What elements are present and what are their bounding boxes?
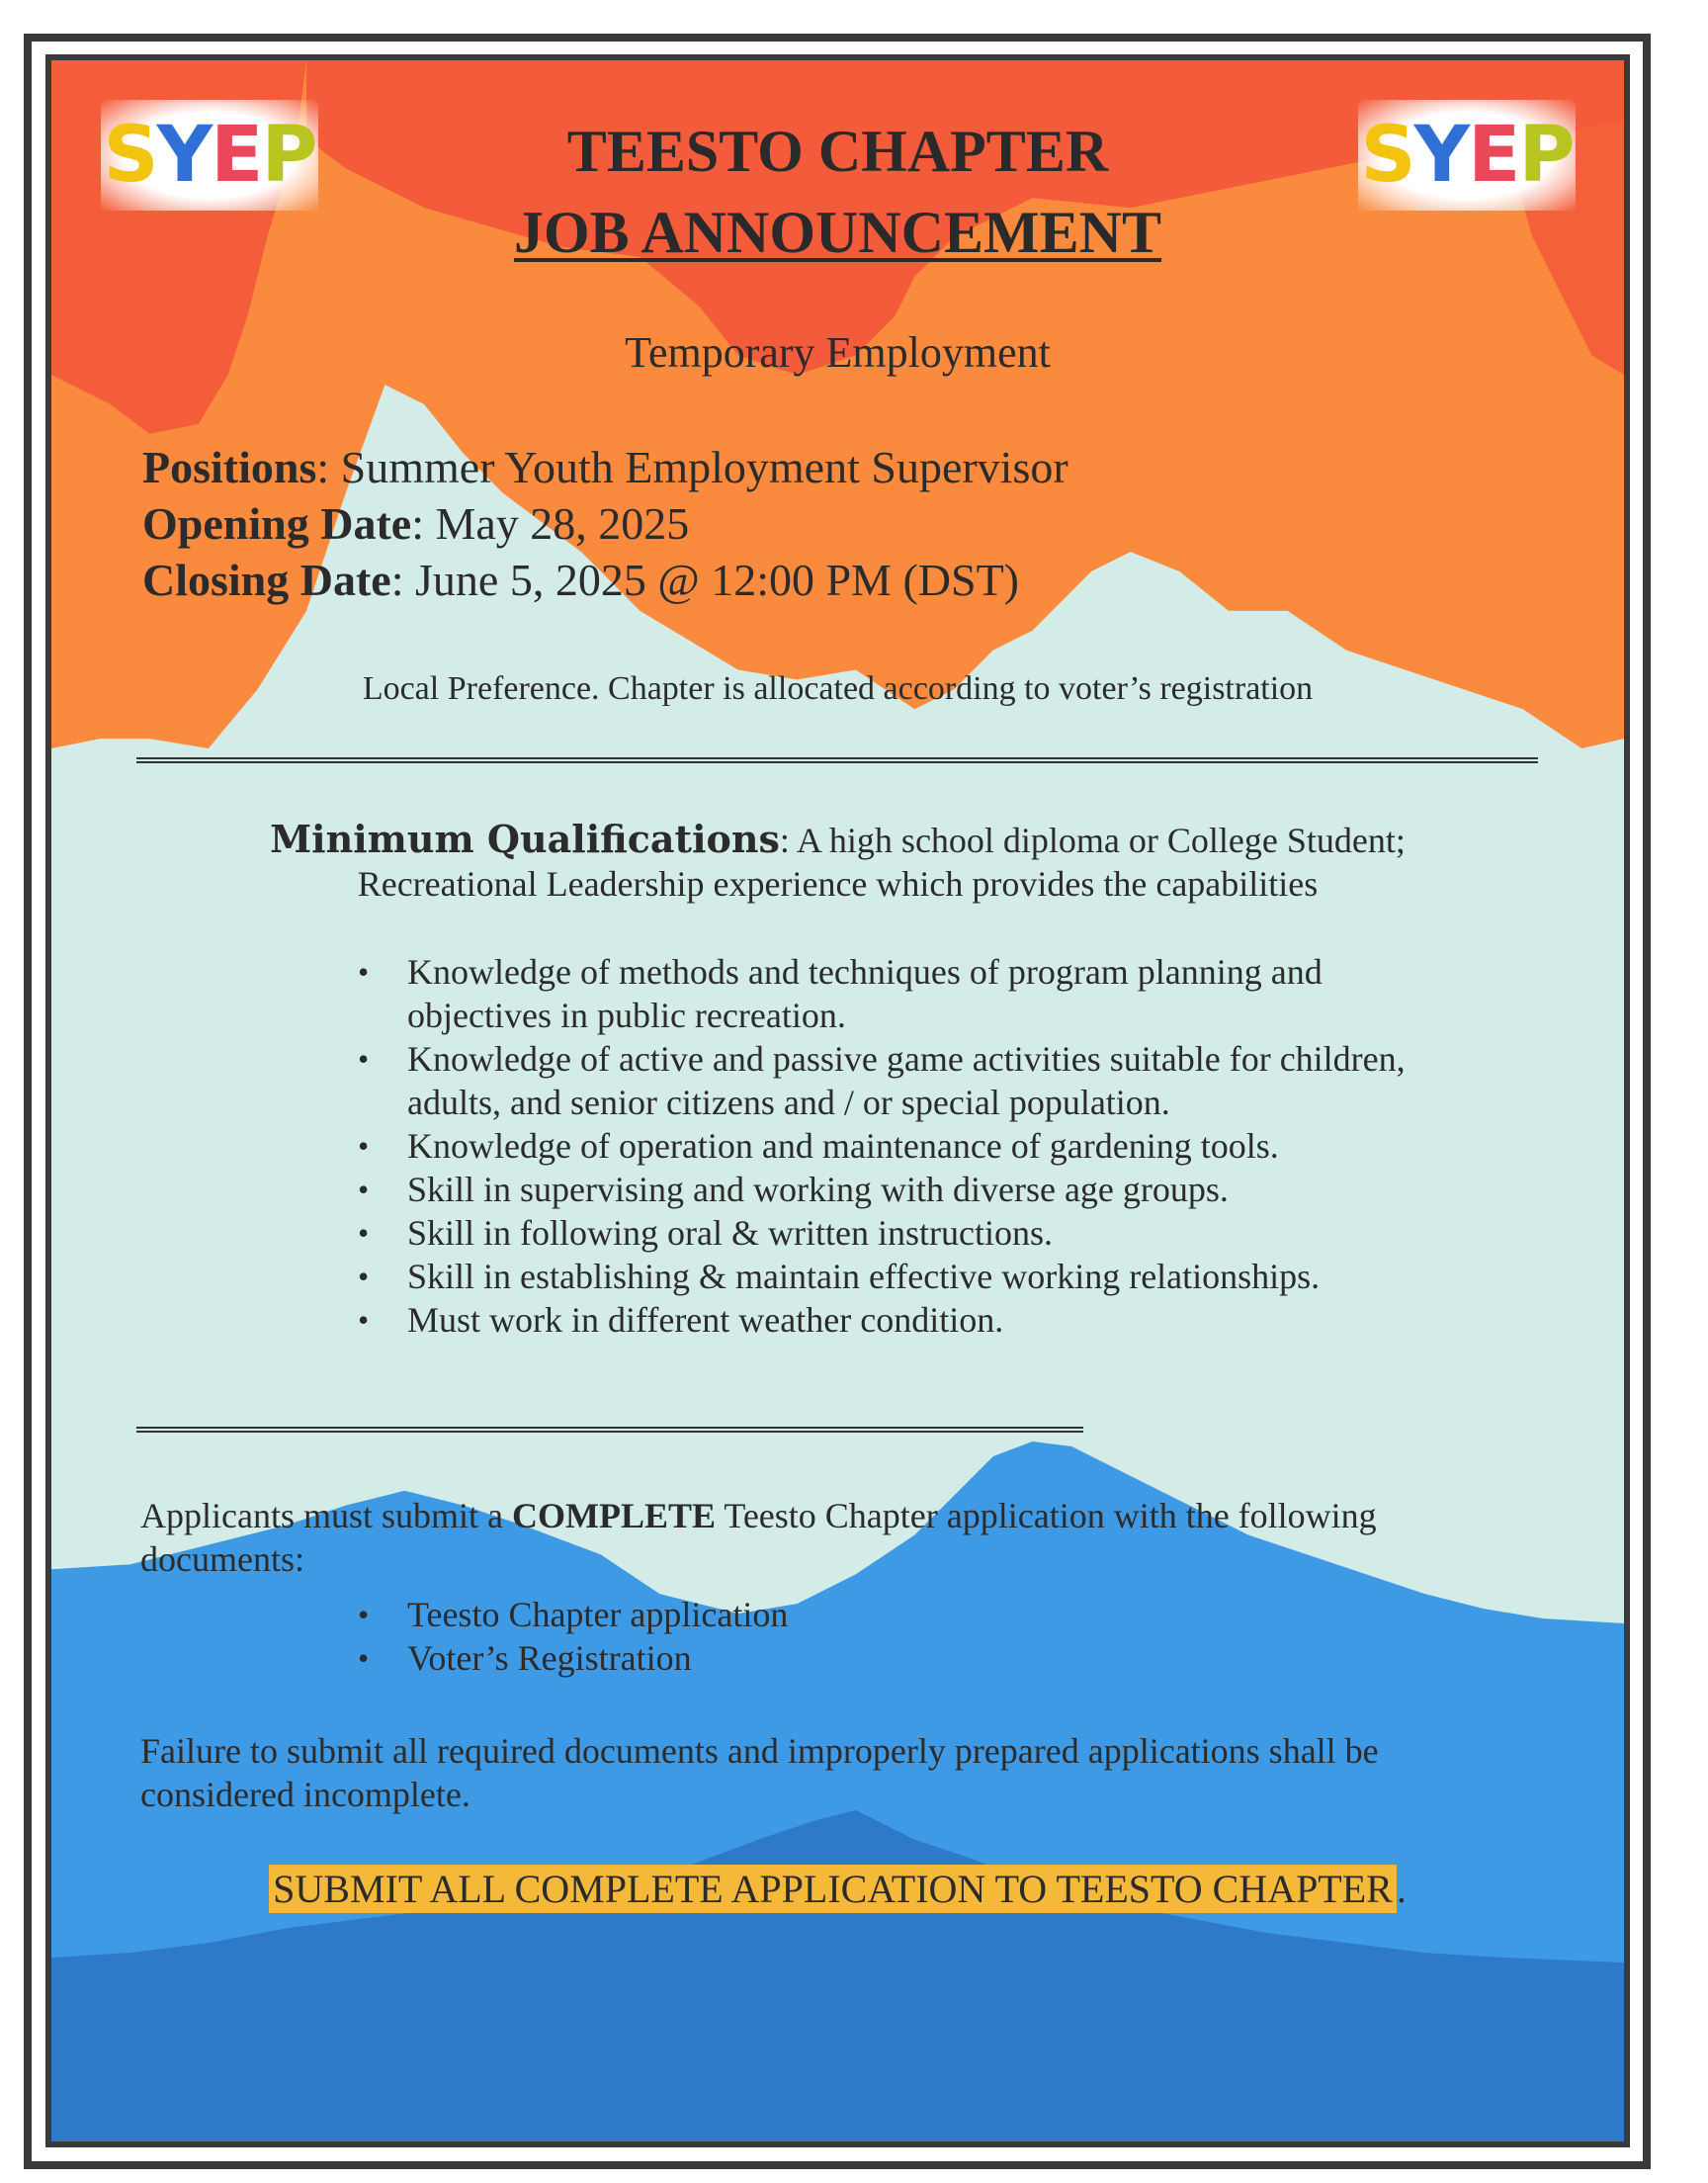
title-chapter: TEESTO CHAPTER bbox=[566, 119, 1109, 184]
positions-field bbox=[142, 441, 1068, 493]
logo-letter-e: E bbox=[211, 111, 262, 200]
list-item bbox=[358, 1211, 1406, 1255]
divider-top bbox=[136, 757, 1538, 763]
list-item-text: Voter’s Registration bbox=[407, 1638, 692, 1678]
application-intro-line2: documents: bbox=[140, 1539, 304, 1579]
list-item bbox=[358, 1298, 1406, 1342]
logo-letter-s: S bbox=[1360, 111, 1414, 200]
list-item bbox=[358, 1593, 788, 1636]
logo-letter-e: E bbox=[1468, 111, 1519, 200]
qualifications-heading: Minimum Qualifications bbox=[270, 817, 780, 861]
list-item bbox=[358, 1636, 788, 1680]
submit-notice bbox=[51, 1866, 1624, 1912]
positions-label: Positions bbox=[142, 442, 317, 492]
logo-letter-s: S bbox=[103, 111, 157, 200]
qualifications-line2: Recreational Leadership experience which provides the capabilities bbox=[357, 864, 1319, 904]
flyer bbox=[45, 54, 1630, 2147]
failure-line2: considered incomplete. bbox=[140, 1775, 470, 1814]
list-item bbox=[358, 1168, 1406, 1211]
list-item-text: Teesto Chapter application bbox=[407, 1595, 789, 1634]
title-announcement bbox=[51, 199, 1624, 267]
closing-date-value: : June 5, 2025 @ 12:00 PM (DST) bbox=[390, 555, 1019, 605]
opening-date-field bbox=[142, 497, 689, 550]
closing-date-label: Closing Date bbox=[142, 555, 391, 605]
application-intro-bold: COMPLETE bbox=[511, 1496, 716, 1535]
list-item-text: Knowledge of operation and maintenance of gardening tools. bbox=[407, 1126, 1279, 1166]
documents-list bbox=[358, 1593, 788, 1680]
opening-date-value: : May 28, 2025 bbox=[411, 498, 690, 549]
positions-value: : Summer Youth Employment Supervisor bbox=[316, 442, 1068, 492]
list-item-text: Must work in different weather condition. bbox=[407, 1300, 1004, 1340]
list-item-text: Skill in establishing & maintain effective working relationships. bbox=[407, 1257, 1321, 1296]
list-item-text: Skill in supervising and working with diverse age groups. bbox=[407, 1170, 1229, 1209]
divider-bottom bbox=[136, 1427, 1083, 1433]
subtitle: Temporary Employment bbox=[625, 328, 1051, 377]
logo-letter-p: P bbox=[1518, 111, 1574, 200]
qualifications-line1-text: : A high school diploma or College Student; bbox=[779, 821, 1406, 860]
qualifications-line1 bbox=[51, 817, 1624, 861]
application-instructions bbox=[140, 1494, 1524, 1581]
opening-date-label: Opening Date bbox=[142, 498, 412, 549]
failure-notice bbox=[140, 1729, 1524, 1816]
list-item bbox=[358, 1255, 1406, 1298]
closing-date-field bbox=[142, 554, 1019, 606]
application-intro-text: Applicants must submit a bbox=[140, 1496, 512, 1535]
submit-period: . bbox=[1396, 1867, 1407, 1911]
failure-line1: Failure to submit all required documents and improperly prepared applications shall be bbox=[140, 1731, 1379, 1771]
list-item-text: Knowledge of methods and techniques of program planning and bbox=[407, 952, 1323, 992]
qualifications-list bbox=[358, 950, 1406, 1342]
list-item bbox=[358, 1124, 1406, 1168]
list-item-text: Knowledge of active and passive game activities suitable for children, bbox=[407, 1039, 1406, 1079]
list-item bbox=[358, 1037, 1406, 1124]
list-item bbox=[358, 950, 1406, 1037]
logo-letter-y: Y bbox=[156, 111, 212, 200]
title-announcement-text: JOB ANNOUNCEMENT bbox=[513, 200, 1162, 265]
list-item-text: objectives in public recreation. bbox=[407, 996, 846, 1035]
submit-highlight-text: SUBMIT ALL COMPLETE APPLICATION TO TEESTO CHAPTER bbox=[269, 1865, 1397, 1913]
local-preference-note: Local Preference. Chapter is allocated according to voter’s registration bbox=[362, 670, 1314, 707]
logo-letter-p: P bbox=[261, 111, 316, 200]
logo-letter-y: Y bbox=[1413, 111, 1469, 200]
application-intro-text-end: Teesto Chapter application with the following bbox=[716, 1496, 1377, 1535]
list-item-text: Skill in following oral & written instructions. bbox=[407, 1213, 1053, 1253]
list-item-text: adults, and senior citizens and / or special population. bbox=[407, 1083, 1170, 1122]
